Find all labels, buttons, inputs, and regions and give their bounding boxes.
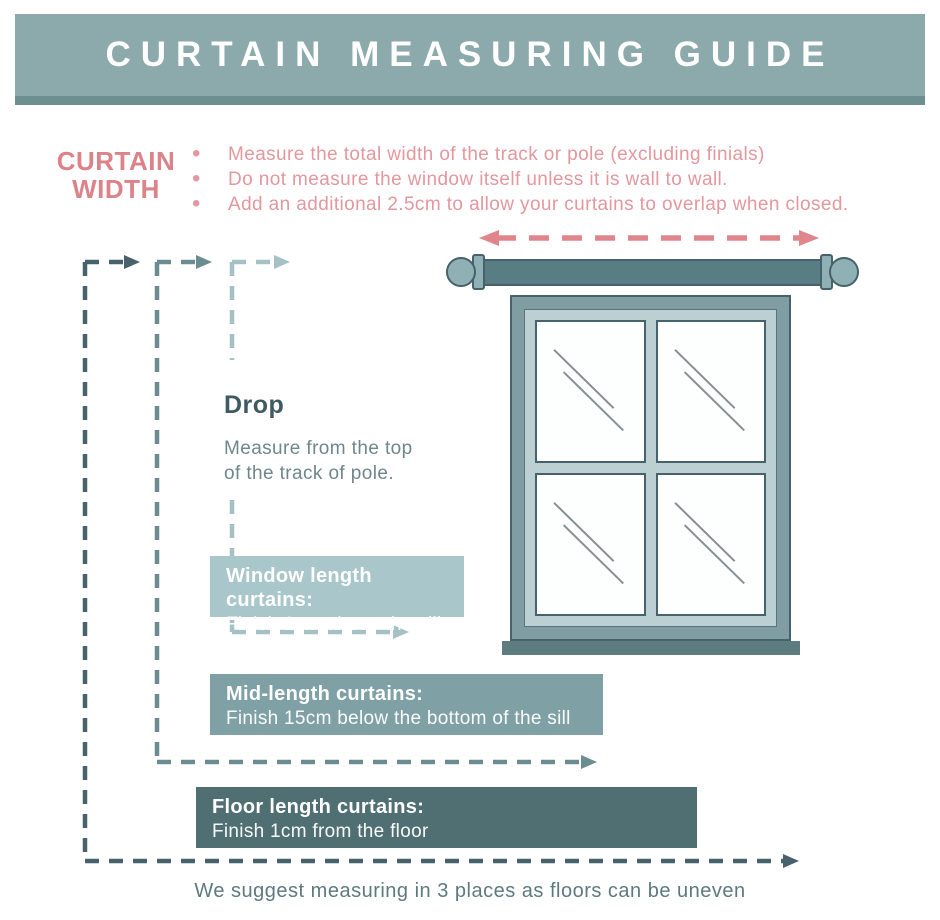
bullet-item: • Do not measure the window itself unless it is wall to wall. — [188, 167, 928, 192]
window-pane-top-left — [535, 320, 646, 463]
window-illustration — [510, 295, 791, 641]
window-pane-bottom-right — [656, 473, 767, 616]
floor-length-detail: Finish 1cm from the floor — [212, 821, 429, 842]
curtain-width-label-line1: CURTAIN — [56, 146, 176, 176]
curtain-pole — [447, 255, 858, 289]
pole-bar — [483, 260, 822, 285]
page-title: CURTAIN MEASURING GUIDE — [105, 35, 835, 74]
mid-length-detail: Finish 15cm below the bottom of the sill — [226, 708, 571, 729]
curtain-width-label — [56, 147, 176, 203]
curtain-width-label-line2: WIDTH — [72, 174, 160, 204]
mid-length-title: Mid-length curtains: — [226, 683, 424, 705]
floor-length-box — [196, 787, 697, 848]
drop-heading: Drop — [224, 391, 285, 419]
bullet-item: • Measure the total width of the track or pole (excluding finials) — [188, 142, 928, 167]
pole-finial-left — [447, 258, 475, 286]
curtain-width-bullet-list — [188, 142, 928, 217]
footer-note: We suggest measuring in 3 places as floors can be uneven — [194, 880, 746, 902]
window-sill — [502, 641, 800, 655]
window-pane-top-right — [656, 320, 767, 463]
mid-length-box — [210, 674, 603, 735]
window-length-box — [210, 556, 464, 635]
window-inner-frame — [524, 309, 777, 627]
drop-body-line1: Measure from the top — [224, 438, 413, 459]
width-measure-arrow — [479, 230, 819, 246]
window-length-title: Window length curtains: — [226, 565, 372, 611]
bullet-item: • Add an additional 2.5cm to allow your curtains to overlap when closed. — [188, 192, 928, 217]
drop-body-line2: of the track of pole. — [224, 463, 394, 484]
pole-finial-right — [830, 258, 858, 286]
floor-length-title: Floor length curtains: — [212, 796, 425, 818]
window-pane-bottom-left — [535, 473, 646, 616]
window-length-detail: Finish 1cm above the sill — [226, 614, 442, 635]
drop-section — [224, 391, 464, 486]
